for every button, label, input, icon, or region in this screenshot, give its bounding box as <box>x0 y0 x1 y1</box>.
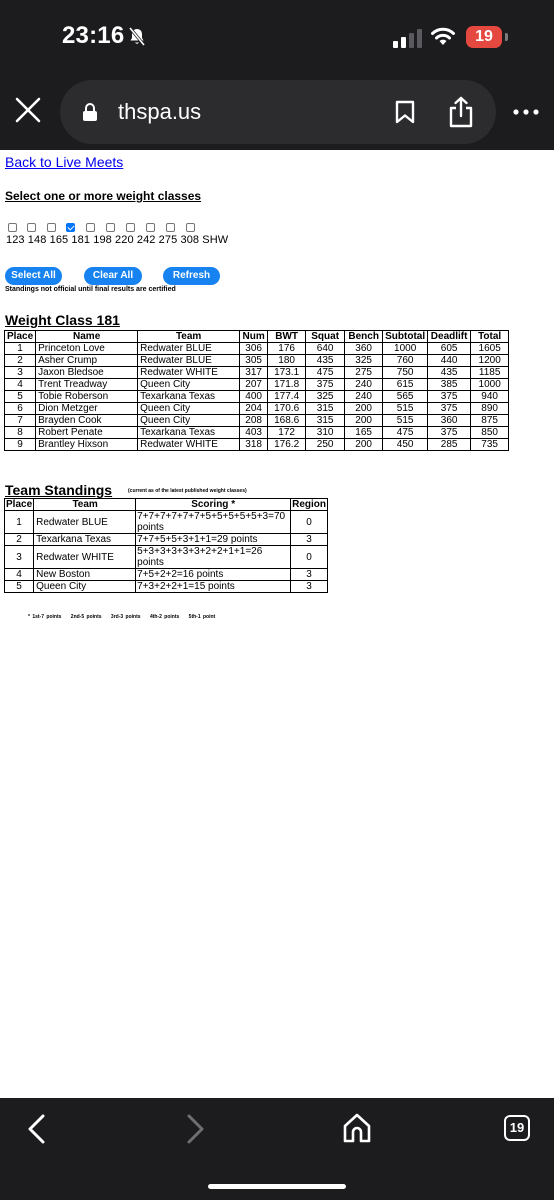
cell-subtotal: 450 <box>383 439 428 451</box>
cell-name: Trent Treadway <box>36 379 138 391</box>
unofficial-note: Standings not official until final results are certified <box>5 286 176 293</box>
table-row <box>5 343 509 355</box>
standings-place: 1 <box>5 511 34 534</box>
header-name: Name <box>36 331 138 343</box>
cell-bwt: 173.1 <box>268 367 306 379</box>
standings-header-row <box>5 499 328 511</box>
cell-num: 403 <box>240 427 268 439</box>
cell-place: 1 <box>5 343 36 355</box>
cell-bench: 325 <box>345 355 383 367</box>
team-standings-title: Team Standings <box>5 482 113 498</box>
cell-deadlift: 375 <box>428 427 471 439</box>
cell-team: Texarkana Texas <box>138 427 240 439</box>
cell-place: 8 <box>5 427 36 439</box>
header-place: Place <box>6 499 33 510</box>
cell-num: 306 <box>240 343 268 355</box>
results-header-row <box>5 331 509 343</box>
clear-all-button[interactable]: Clear All <box>84 267 142 285</box>
standings-team: Queen City <box>34 581 136 593</box>
cell-total: 850 <box>471 427 509 439</box>
cell-bench: 240 <box>345 391 383 403</box>
cell-total: 1000 <box>471 379 509 391</box>
cell-team: Redwater BLUE <box>138 355 240 367</box>
cell-place: 9 <box>5 439 36 451</box>
cell-bwt: 168.6 <box>268 415 306 427</box>
cell-total: 940 <box>471 391 509 403</box>
cell-name: Robert Penate <box>36 427 138 439</box>
points-key-item: 3rd-3 points <box>110 614 141 620</box>
refresh-button[interactable]: Refresh <box>163 267 220 285</box>
status-bar <box>0 0 554 72</box>
cell-total: 1185 <box>471 367 509 379</box>
page-content <box>0 150 554 1098</box>
cell-bench: 240 <box>345 379 383 391</box>
cell-num: 317 <box>240 367 268 379</box>
cell-squat: 315 <box>306 403 345 415</box>
status-time: 23:16 <box>62 22 125 49</box>
cell-deadlift: 435 <box>428 367 471 379</box>
cell-deadlift: 375 <box>428 391 471 403</box>
cell-subtotal: 515 <box>383 403 428 415</box>
cell-bwt: 171.8 <box>268 379 306 391</box>
cell-place: 5 <box>5 391 36 403</box>
cell-team: Redwater WHITE <box>138 439 240 451</box>
cell-squat: 315 <box>306 415 345 427</box>
cell-bwt: 180 <box>268 355 306 367</box>
home-indicator <box>208 1184 346 1189</box>
cell-num: 305 <box>240 355 268 367</box>
results-table <box>4 330 509 451</box>
cell-team: Redwater WHITE <box>138 367 240 379</box>
cell-deadlift: 605 <box>428 343 471 355</box>
standings-place: 4 <box>5 569 34 581</box>
standings-region: 3 <box>291 569 328 581</box>
standings-row <box>5 534 328 546</box>
table-row <box>5 415 509 427</box>
cell-team: Redwater BLUE <box>138 343 240 355</box>
standings-scoring: 5+3+3+3+3+3+2+2+1+1=26 points <box>136 546 291 569</box>
cell-num: 207 <box>240 379 268 391</box>
checkbox-242[interactable] <box>126 223 135 232</box>
cell-squat: 475 <box>306 367 345 379</box>
cell-squat: 250 <box>306 439 345 451</box>
checkbox-181[interactable] <box>66 223 75 232</box>
cell-subtotal: 475 <box>383 427 428 439</box>
cell-name: Brantley Hixson <box>36 439 138 451</box>
cell-place: 2 <box>5 355 36 367</box>
checkbox-308[interactable] <box>166 223 175 232</box>
standings-region: 0 <box>291 511 328 534</box>
cell-deadlift: 375 <box>428 403 471 415</box>
standings-team: Redwater BLUE <box>34 511 136 534</box>
cell-total: 875 <box>471 415 509 427</box>
cell-bwt: 177.4 <box>268 391 306 403</box>
cell-name: Dion Metzger <box>36 403 138 415</box>
standings-row <box>5 569 328 581</box>
cell-bwt: 176 <box>268 343 306 355</box>
cell-subtotal: 1000 <box>383 343 428 355</box>
cell-deadlift: 285 <box>428 439 471 451</box>
checkbox-165[interactable] <box>47 223 56 232</box>
back-to-live-meets-link[interactable]: Back to Live Meets <box>5 154 124 170</box>
header-deadlift: Deadlift <box>428 331 471 343</box>
checkbox-shw[interactable] <box>186 223 195 232</box>
table-row <box>5 355 509 367</box>
cell-num: 208 <box>240 415 268 427</box>
cell-team: Queen City <box>138 415 240 427</box>
cell-bench: 360 <box>345 343 383 355</box>
cell-name: Asher Crump <box>36 355 138 367</box>
standings-region: 0 <box>291 546 328 569</box>
battery-indicator: 19 <box>466 26 502 48</box>
points-key-item: * 1st-7 points <box>28 614 62 620</box>
table-row <box>5 379 509 391</box>
cell-subtotal: 565 <box>383 391 428 403</box>
cell-bench: 200 <box>345 403 383 415</box>
header-bench: Bench <box>345 331 383 343</box>
cell-name: Brayden Cook <box>36 415 138 427</box>
cell-num: 318 <box>240 439 268 451</box>
cell-total: 890 <box>471 403 509 415</box>
standings-scoring: 7+7+5+5+3+1+1=29 points <box>136 534 291 546</box>
cell-team: Texarkana Texas <box>138 391 240 403</box>
team-standings-table <box>4 498 328 593</box>
team-standings-note: (current as of the latest published weight classes) <box>128 488 247 494</box>
standings-place: 3 <box>5 546 34 569</box>
checkbox-275[interactable] <box>146 223 155 232</box>
header-team: Team <box>34 499 136 511</box>
forward-arrow-icon[interactable] <box>186 1113 206 1145</box>
cell-subtotal: 750 <box>383 367 428 379</box>
standings-row <box>5 546 328 569</box>
standings-place: 5 <box>5 581 34 593</box>
header-team: Team <box>138 331 240 343</box>
cell-team: Queen City <box>138 403 240 415</box>
lock-icon <box>82 102 98 122</box>
cell-name: Jaxon Bledsoe <box>36 367 138 379</box>
back-arrow-icon[interactable] <box>26 1113 46 1145</box>
checkbox-123[interactable] <box>8 223 17 232</box>
cell-total: 735 <box>471 439 509 451</box>
header-place: Place <box>5 331 36 343</box>
table-row <box>5 391 509 403</box>
points-key-item: 4th-2 points <box>149 614 180 620</box>
cell-squat: 325 <box>306 391 345 403</box>
cell-bench: 200 <box>345 415 383 427</box>
header-scoring: Scoring * <box>136 499 291 511</box>
cell-place: 3 <box>5 367 36 379</box>
table-row <box>5 439 509 451</box>
cell-place: 4 <box>5 379 36 391</box>
cell-place: 6 <box>5 403 36 415</box>
cell-squat: 310 <box>306 427 345 439</box>
cell-team: Queen City <box>138 379 240 391</box>
select-weight-classes-heading: Select one or more weight classes <box>5 189 202 203</box>
cell-deadlift: 440 <box>428 355 471 367</box>
cell-num: 400 <box>240 391 268 403</box>
weight-class-title: Weight Class 181 <box>5 312 120 328</box>
cell-squat: 640 <box>306 343 345 355</box>
battery-cap <box>505 33 508 41</box>
header-bwt: BWT <box>268 331 306 343</box>
cell-bwt: 170.6 <box>268 403 306 415</box>
checkbox-198[interactable] <box>86 223 95 232</box>
standings-scoring: 7+5+2+2=16 points <box>136 569 291 581</box>
cellular-signal-icon <box>393 28 423 48</box>
cell-bwt: 176.2 <box>268 439 306 451</box>
share-icon[interactable] <box>448 96 474 128</box>
checkbox-220[interactable] <box>106 223 115 232</box>
cell-squat: 435 <box>306 355 345 367</box>
cell-total: 1605 <box>471 343 509 355</box>
header-squat: Squat <box>306 331 345 343</box>
table-row <box>5 427 509 439</box>
cell-squat: 375 <box>306 379 345 391</box>
cell-name: Princeton Love <box>36 343 138 355</box>
cell-subtotal: 760 <box>383 355 428 367</box>
checkbox-148[interactable] <box>27 223 36 232</box>
standings-row <box>5 511 328 534</box>
header-subtotal: Subtotal <box>383 331 428 343</box>
table-row <box>5 403 509 415</box>
close-icon[interactable] <box>14 96 42 124</box>
points-key <box>28 614 222 620</box>
standings-scoring: 7+3+2+2+1=15 points <box>136 581 291 593</box>
home-icon[interactable] <box>342 1112 372 1144</box>
weight-class-labels: 123 148 165 181 198 220 242 275 308 SHW <box>6 234 229 246</box>
cell-bench: 200 <box>345 439 383 451</box>
points-key-item: 2nd-5 points <box>70 614 102 620</box>
header-region: Region <box>292 499 327 510</box>
bookmark-icon[interactable] <box>394 100 416 124</box>
more-options-icon[interactable] <box>512 108 540 116</box>
standings-team: New Boston <box>34 569 136 581</box>
header-total: Total <box>471 331 509 343</box>
standings-place: 2 <box>5 534 34 546</box>
cell-place: 7 <box>5 415 36 427</box>
cell-bwt: 172 <box>268 427 306 439</box>
cell-subtotal: 515 <box>383 415 428 427</box>
cell-total: 1200 <box>471 355 509 367</box>
url-text[interactable]: thspa.us <box>118 99 202 124</box>
cell-bench: 165 <box>345 427 383 439</box>
standings-team: Redwater WHITE <box>34 546 136 569</box>
tabs-button[interactable]: 19 <box>504 1115 530 1141</box>
header-num: Num <box>240 331 268 343</box>
table-row <box>5 367 509 379</box>
standings-team: Texarkana Texas <box>34 534 136 546</box>
wifi-icon <box>430 26 456 46</box>
cell-num: 204 <box>240 403 268 415</box>
cell-deadlift: 360 <box>428 415 471 427</box>
bell-slash-icon <box>128 27 146 47</box>
cell-deadlift: 385 <box>428 379 471 391</box>
cell-subtotal: 615 <box>383 379 428 391</box>
standings-region: 3 <box>291 534 328 546</box>
points-key-item: 5th-1 point <box>188 614 216 620</box>
select-all-button[interactable]: Select All <box>5 267 62 285</box>
cell-name: Tobie Roberson <box>36 391 138 403</box>
standings-region: 3 <box>291 581 328 593</box>
standings-row <box>5 581 328 593</box>
standings-scoring: 7+7+7+7+7+7+5+5+5+5+5+3=70 points <box>136 511 291 534</box>
cell-bench: 275 <box>345 367 383 379</box>
